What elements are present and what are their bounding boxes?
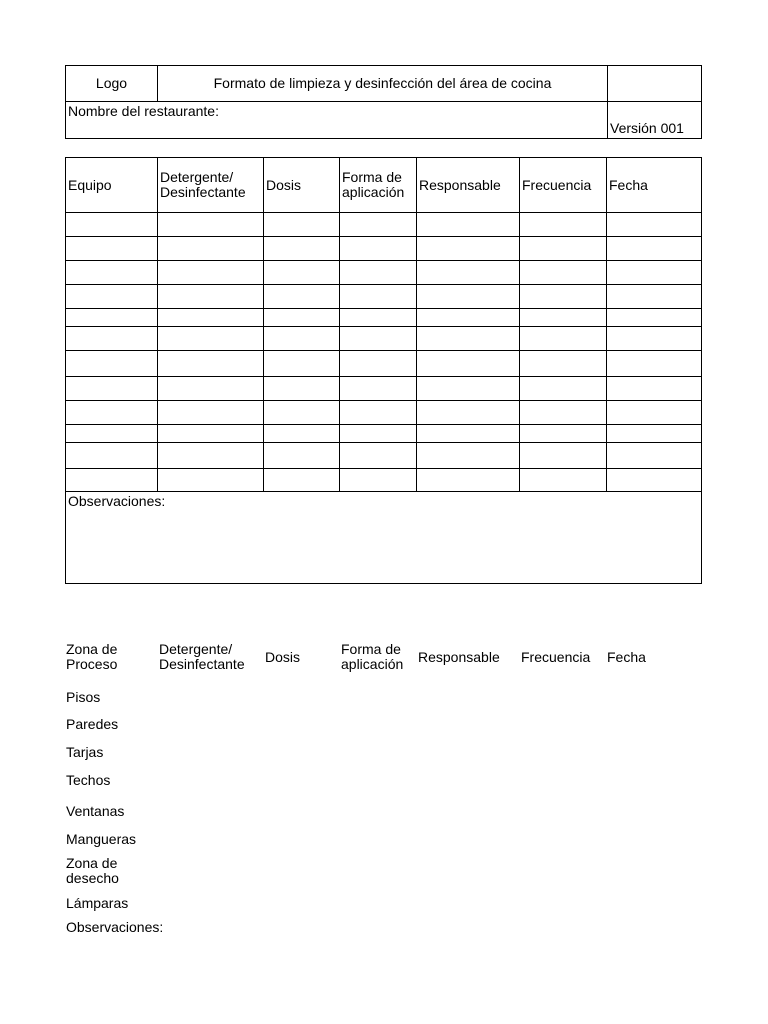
- table-cell[interactable]: [607, 309, 702, 327]
- table-row: [66, 309, 702, 327]
- table-cell[interactable]: [158, 309, 264, 327]
- table-cell[interactable]: [520, 309, 607, 327]
- zone-col-header-frecuencia: Frecuencia: [521, 649, 591, 665]
- table-cell[interactable]: [264, 213, 340, 237]
- table-cell[interactable]: [264, 401, 340, 425]
- table-cell[interactable]: [264, 443, 340, 469]
- zone-col-header-detergente: Detergente/ Desinfectante: [159, 641, 245, 672]
- table-cell[interactable]: [417, 443, 520, 469]
- table-cell[interactable]: [520, 261, 607, 285]
- table-cell[interactable]: [264, 327, 340, 351]
- table-row: [66, 237, 702, 261]
- table-row: [66, 443, 702, 469]
- table-cell[interactable]: [158, 213, 264, 237]
- table-cell[interactable]: [607, 469, 702, 492]
- table-cell[interactable]: [417, 425, 520, 443]
- table-row: [66, 469, 702, 492]
- table-cell[interactable]: [264, 237, 340, 261]
- table-row: [66, 213, 702, 237]
- table-cell[interactable]: [340, 213, 417, 237]
- table-cell[interactable]: [520, 285, 607, 309]
- table-cell[interactable]: [66, 377, 158, 401]
- table-cell[interactable]: [66, 237, 158, 261]
- table-cell[interactable]: [264, 469, 340, 492]
- table-cell[interactable]: [158, 425, 264, 443]
- table-row: [66, 261, 702, 285]
- table-cell[interactable]: [520, 401, 607, 425]
- table-cell[interactable]: [340, 351, 417, 377]
- table-cell[interactable]: [607, 237, 702, 261]
- zone-col-header-forma: Forma de aplicación: [341, 641, 404, 672]
- observations-box[interactable]: Observaciones:: [66, 492, 702, 584]
- table-cell[interactable]: [66, 309, 158, 327]
- table-cell[interactable]: [158, 327, 264, 351]
- table-cell[interactable]: [520, 327, 607, 351]
- table-cell[interactable]: [417, 377, 520, 401]
- logo-cell: Logo: [66, 66, 158, 102]
- table-cell[interactable]: [158, 377, 264, 401]
- zone-col-header-fecha: Fecha: [607, 649, 646, 665]
- observations-row: [66, 492, 702, 584]
- table-cell[interactable]: [520, 377, 607, 401]
- equipment-table: [65, 157, 702, 584]
- header-row-2: [66, 102, 702, 139]
- header-table: [65, 65, 702, 139]
- table-cell[interactable]: [340, 327, 417, 351]
- table-cell[interactable]: [417, 261, 520, 285]
- table-cell[interactable]: [158, 469, 264, 492]
- zone-item: Zona de desecho: [66, 855, 119, 886]
- table-cell[interactable]: [66, 401, 158, 425]
- col-header-forma: Forma de aplicación: [340, 158, 417, 213]
- table-cell[interactable]: [66, 351, 158, 377]
- table-cell[interactable]: [417, 213, 520, 237]
- table-cell[interactable]: [340, 261, 417, 285]
- table-cell[interactable]: [520, 469, 607, 492]
- table-cell[interactable]: [520, 351, 607, 377]
- table-row: [66, 351, 702, 377]
- table-cell[interactable]: [66, 425, 158, 443]
- table-cell[interactable]: [607, 401, 702, 425]
- table-cell[interactable]: [520, 213, 607, 237]
- table-cell[interactable]: [158, 401, 264, 425]
- table-cell[interactable]: [607, 285, 702, 309]
- table-cell[interactable]: [340, 425, 417, 443]
- table-cell[interactable]: [66, 285, 158, 309]
- table-cell[interactable]: [607, 327, 702, 351]
- table-cell[interactable]: [66, 443, 158, 469]
- table-cell[interactable]: [158, 237, 264, 261]
- col-header-frecuencia: Frecuencia: [520, 158, 607, 213]
- table-cell[interactable]: [520, 237, 607, 261]
- zone-item: Pisos: [66, 689, 101, 705]
- version-label: Versión 001: [608, 102, 702, 139]
- table-cell[interactable]: [66, 261, 158, 285]
- col-header-equipo: Equipo: [66, 158, 158, 213]
- table-row: [66, 327, 702, 351]
- header-row-1: [66, 66, 702, 102]
- table-cell[interactable]: [264, 351, 340, 377]
- table-cell[interactable]: [607, 425, 702, 443]
- table-cell[interactable]: [66, 327, 158, 351]
- col-header-detergente: [158, 158, 264, 213]
- table-row: [66, 377, 702, 401]
- table-cell[interactable]: [520, 425, 607, 443]
- table-cell[interactable]: [417, 237, 520, 261]
- zone-item: Paredes: [66, 716, 119, 732]
- table-cell[interactable]: [417, 327, 520, 351]
- table-cell[interactable]: [264, 309, 340, 327]
- table-cell[interactable]: [417, 469, 520, 492]
- table-cell[interactable]: [417, 401, 520, 425]
- table-row: [66, 285, 702, 309]
- col-header-fecha: Fecha: [607, 158, 702, 213]
- table-cell[interactable]: [607, 261, 702, 285]
- table-cell[interactable]: [158, 351, 264, 377]
- zone-item: Ventanas: [66, 803, 125, 819]
- table-cell[interactable]: [417, 285, 520, 309]
- table-cell[interactable]: [417, 351, 520, 377]
- table-cell[interactable]: [66, 469, 158, 492]
- table-cell[interactable]: [264, 377, 340, 401]
- table-cell[interactable]: [417, 309, 520, 327]
- table-cell[interactable]: [264, 425, 340, 443]
- zone-col-header-zona: Zona de Proceso: [66, 641, 118, 672]
- table-cell[interactable]: [340, 377, 417, 401]
- table-cell[interactable]: [340, 237, 417, 261]
- col-header-dosis: Dosis: [264, 158, 340, 213]
- zones-observations-label: Observaciones:: [66, 919, 164, 935]
- table-cell[interactable]: [264, 261, 340, 285]
- top-right-cell: [608, 66, 702, 102]
- zone-item: Tarjas: [66, 744, 104, 760]
- table-cell[interactable]: [340, 285, 417, 309]
- equipment-header-row: [66, 158, 702, 213]
- zone-item: Lámparas: [66, 895, 129, 911]
- table-row: [66, 425, 702, 443]
- restaurant-name-label: Nombre del restaurante:: [66, 102, 608, 139]
- table-cell[interactable]: [607, 351, 702, 377]
- table-cell[interactable]: [340, 443, 417, 469]
- table-cell[interactable]: [340, 469, 417, 492]
- table-cell[interactable]: [66, 213, 158, 237]
- table-cell[interactable]: [607, 377, 702, 401]
- table-cell[interactable]: [158, 443, 264, 469]
- zone-item: Techos: [66, 772, 111, 788]
- form-title: Formato de limpieza y desinfección del área de cocina: [158, 66, 608, 102]
- zone-item: Mangueras: [66, 831, 137, 847]
- table-row: [66, 401, 702, 425]
- zone-col-header-responsable: Responsable: [418, 649, 500, 665]
- table-cell[interactable]: [158, 261, 264, 285]
- table-cell[interactable]: [520, 443, 607, 469]
- table-cell[interactable]: [158, 285, 264, 309]
- zones-header: [66, 642, 706, 676]
- col-header-detergente-text: Detergente/ Desinfectante: [160, 169, 246, 200]
- table-cell[interactable]: [264, 285, 340, 309]
- col-header-responsable: Responsable: [417, 158, 520, 213]
- zone-col-header-dosis: Dosis: [265, 649, 301, 665]
- table-cell[interactable]: [607, 443, 702, 469]
- table-cell[interactable]: [340, 401, 417, 425]
- table-cell[interactable]: [340, 309, 417, 327]
- table-cell[interactable]: [607, 213, 702, 237]
